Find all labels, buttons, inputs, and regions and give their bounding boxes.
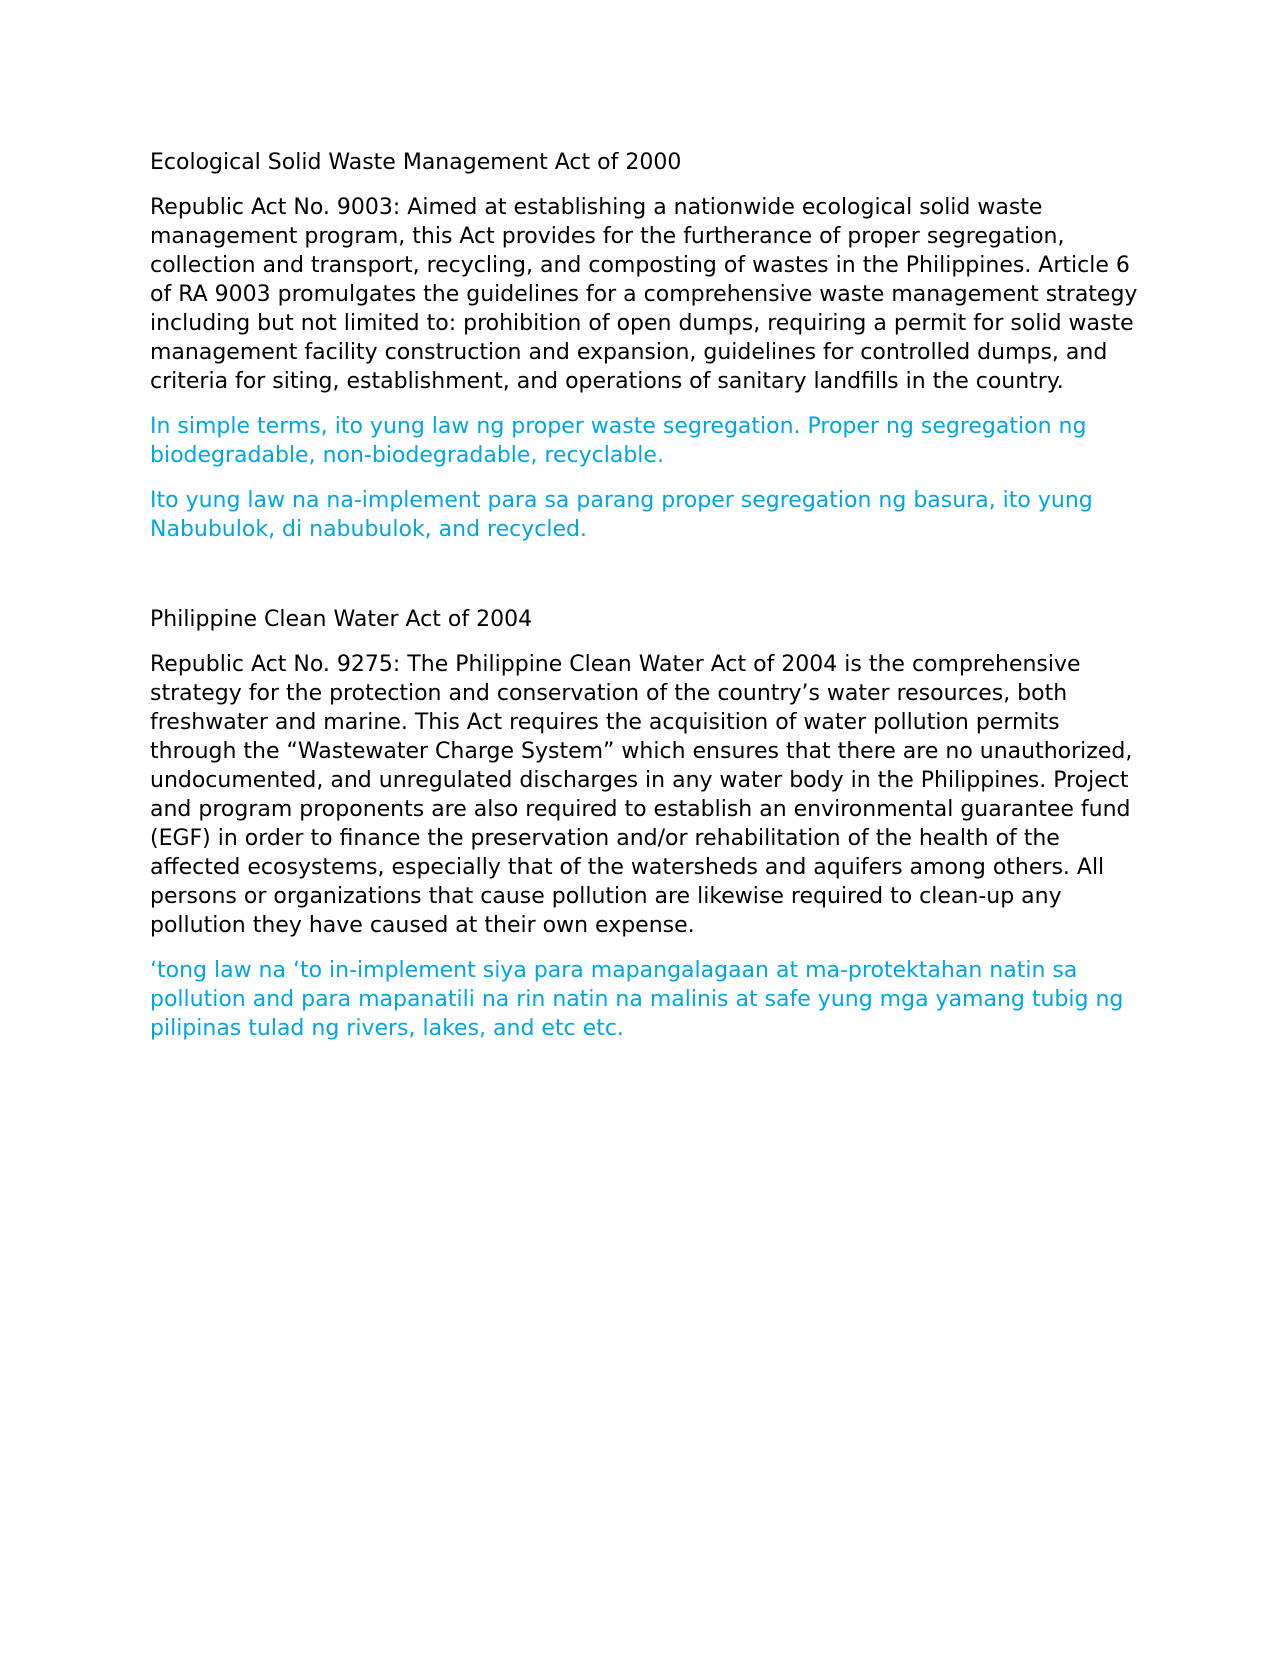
empty-paragraph bbox=[150, 560, 1140, 589]
section-body-clean-water: Republic Act No. 9275: The Philippine Clean Water Act of 2004 is the comprehensive strategy for the protection and conservation of the country’s water resources, both freshwater and marine. This Act requires the acquisition of water pollution permits through the “Wastewater Charge System” which ensures that there are no unauthorized, undocumented, and unregulated discharges in any water body in the Philippines. Project and program proponents are also required to establish an environmental guarantee fund (EGF) in order to finance the preservation and/or rehabilitation of the health of the affected ecosystems, especially that of the watersheds and aquifers among others. All persons or organizations that cause pollution are likewise required to clean-up any pollution they have caused at their own expense. bbox=[150, 652, 1133, 938]
section-body-solid-waste: Republic Act No. 9003: Aimed at establishing a nationwide ecological solid waste management program, this Act provides for the furtherance of proper segregation, collection and transport, recycling, and composting of wastes in the Philippines. Article 6 of RA 9003 promulgates the guidelines for a comprehensive waste management strategy including but not limited to: prohibition of open dumps, requiring a permit for solid waste management facility construction and expansion, guidelines for controlled dumps, and criteria for siting, establishment, and operations of sanitary landfills in the country. bbox=[150, 195, 1138, 394]
note-clean-water-1: ‘tong law na ‘to in-implement siya para mapangalagaan at ma-protektahan natin sa pollution and para mapanatili na rin natin na malinis at safe yung mga yamang tubig ng pilipinas tulad ng rivers, lakes, and etc etc. bbox=[150, 958, 1124, 1041]
document-body bbox=[150, 148, 1140, 1059]
section-heading-solid-waste: Ecological Solid Waste Management Act of 2000 bbox=[150, 150, 682, 175]
note-solid-waste-1: In simple terms, ito yung law ng proper waste segregation. Proper ng segregation ng biodegradable, non-biodegradable, recyclable. bbox=[150, 414, 1087, 468]
section-heading-clean-water: Philippine Clean Water Act of 2004 bbox=[150, 607, 533, 632]
note-solid-waste-2: Ito yung law na na-implement para sa parang proper segregation ng basura, ito yung Nabubulok, di nabubulok, and recycled. bbox=[150, 488, 1093, 542]
